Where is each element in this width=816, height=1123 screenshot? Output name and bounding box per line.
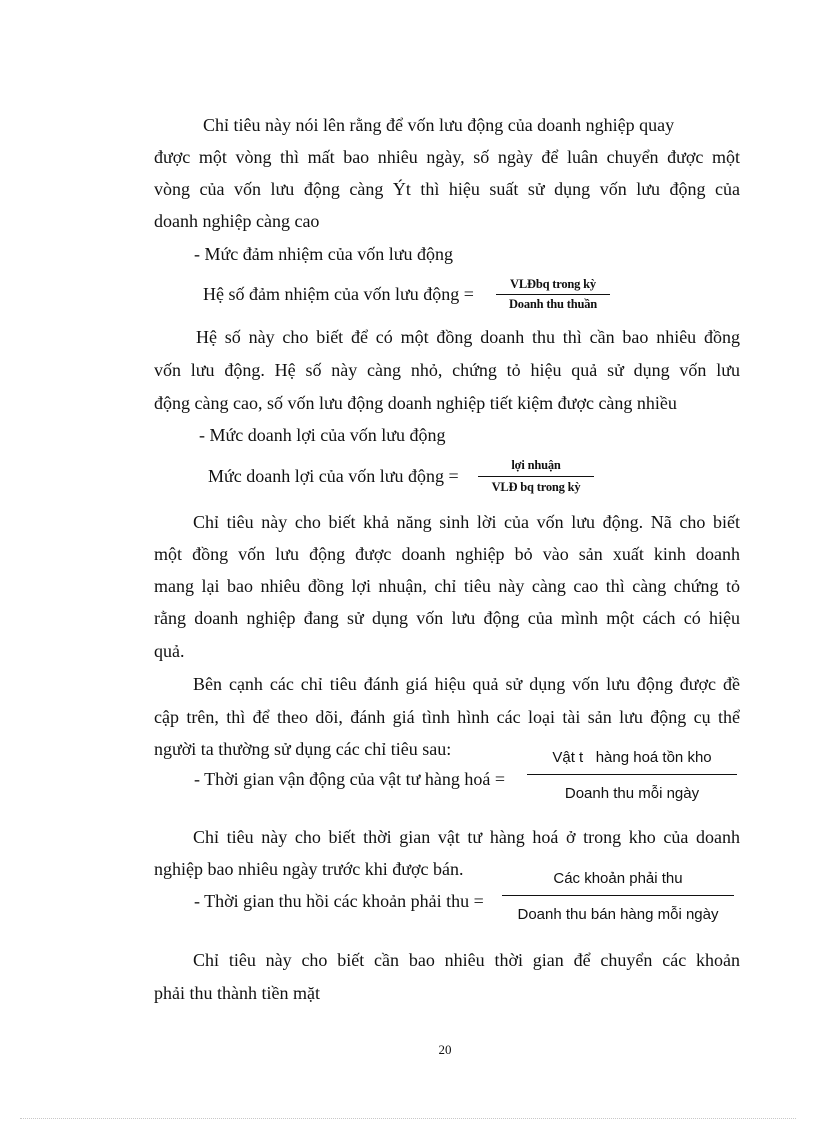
- p2-line-3: động càng cao, số vốn lưu động doanh nghiệp tiết kiệm được càng nhiều: [154, 393, 677, 413]
- formula-1-fraction: [496, 277, 610, 312]
- bullet-doanh-loi: - Mức doanh lợi của vốn lưu động: [199, 425, 446, 445]
- formula-3-bar: [527, 774, 737, 775]
- formula-3-numerator: Vật t hàng hoá tồn kho: [552, 749, 712, 766]
- p1-line-1: Chỉ tiêu này nói lên rằng để vốn lưu động của doanh nghiệp quay: [203, 115, 675, 135]
- footer-dotted-rule: [20, 1118, 796, 1119]
- formula-2-fraction: [478, 458, 594, 495]
- p6-line-2: phải thu thành tiền mặt: [154, 983, 320, 1003]
- formula-1-numerator: VLĐbq trong kỳ: [510, 277, 596, 291]
- formula-2-bar: [478, 476, 594, 477]
- bullet-dam-nhiem: - Mức đảm nhiệm của vốn lưu động: [194, 244, 453, 264]
- formula-3-fraction: [527, 749, 737, 803]
- p5-line-2: nghiệp bao nhiêu ngày trước khi được bán.: [154, 859, 464, 879]
- p3-line-4: rằng doanh nghiệp đang sử dụng vốn lưu động của mình một cách có hiệu: [154, 608, 740, 628]
- formula-1-bar: [496, 294, 610, 295]
- formula-4-fraction: [502, 870, 734, 924]
- formula-3-denominator: Doanh thu mỗi ngày: [564, 785, 700, 802]
- formula-1-denominator: Doanh thu thuần: [508, 297, 598, 311]
- p1-line-3: vòng của vốn lưu động càng Ýt thì hiệu suất sử dụng vốn lưu động của: [154, 179, 740, 199]
- formula-2-numerator: lợi nhuận: [511, 458, 561, 472]
- formula-4-denominator: Doanh thu bán hàng mỗi ngày: [517, 906, 719, 923]
- p6-line-1: Chỉ tiêu này cho biết cần bao nhiêu thời gian để chuyển các khoản: [193, 950, 740, 970]
- formula-4-numerator: Các khoản phải thu: [553, 870, 683, 887]
- p2-line-1: Hệ số này cho biết để có một đồng doanh thu thì cần bao nhiêu đồng: [196, 327, 740, 347]
- p1-line-4: doanh nghiệp càng cao: [154, 211, 320, 231]
- formula-4-bar: [502, 895, 734, 896]
- p3-line-3: mang lại bao nhiêu đồng lợi nhuận, chỉ tiêu này càng cao thì càng chứng tỏ: [154, 576, 740, 596]
- p1-line-2: được một vòng thì mất bao nhiêu ngày, số ngày để luân chuyển được một: [154, 147, 740, 167]
- p4-line-1: Bên cạnh các chỉ tiêu đánh giá hiệu quả sử dụng vốn lưu động được đề: [193, 674, 740, 694]
- formula-3-label: - Thời gian vận động của vật tư hàng hoá =: [194, 769, 506, 789]
- formula-2-denominator: VLĐ bq trong kỳ: [491, 480, 581, 494]
- formula-4-label: - Thời gian thu hồi các khoản phải thu =: [194, 891, 484, 911]
- p3-line-1: Chỉ tiêu này cho biết khả năng sinh lời của vốn lưu động. Nã cho biết: [193, 512, 740, 532]
- formula-2-label: Mức doanh lợi của vốn lưu động =: [208, 466, 459, 486]
- formula-1-label: Hệ số đảm nhiệm của vốn lưu động =: [203, 284, 474, 304]
- p3-line-5: quả.: [154, 641, 185, 661]
- p4-line-2: cập trên, thì để theo dõi, đánh giá tình hình các loại tài sản lưu động cụ thể: [154, 707, 740, 727]
- p3-line-2: một đồng vốn lưu động được doanh nghiệp bỏ vào sản xuất kinh doanh: [154, 544, 740, 564]
- p4-line-3: người ta thường sử dụng các chỉ tiêu sau:: [154, 739, 452, 759]
- p2-line-2: vốn lưu động. Hệ số này càng nhỏ, chứng tỏ hiệu quả sử dụng vốn lưu: [154, 360, 740, 380]
- page-number: 20: [438, 1042, 452, 1057]
- p5-line-1: Chỉ tiêu này cho biết thời gian vật tư hàng hoá ở trong kho của doanh: [193, 827, 740, 847]
